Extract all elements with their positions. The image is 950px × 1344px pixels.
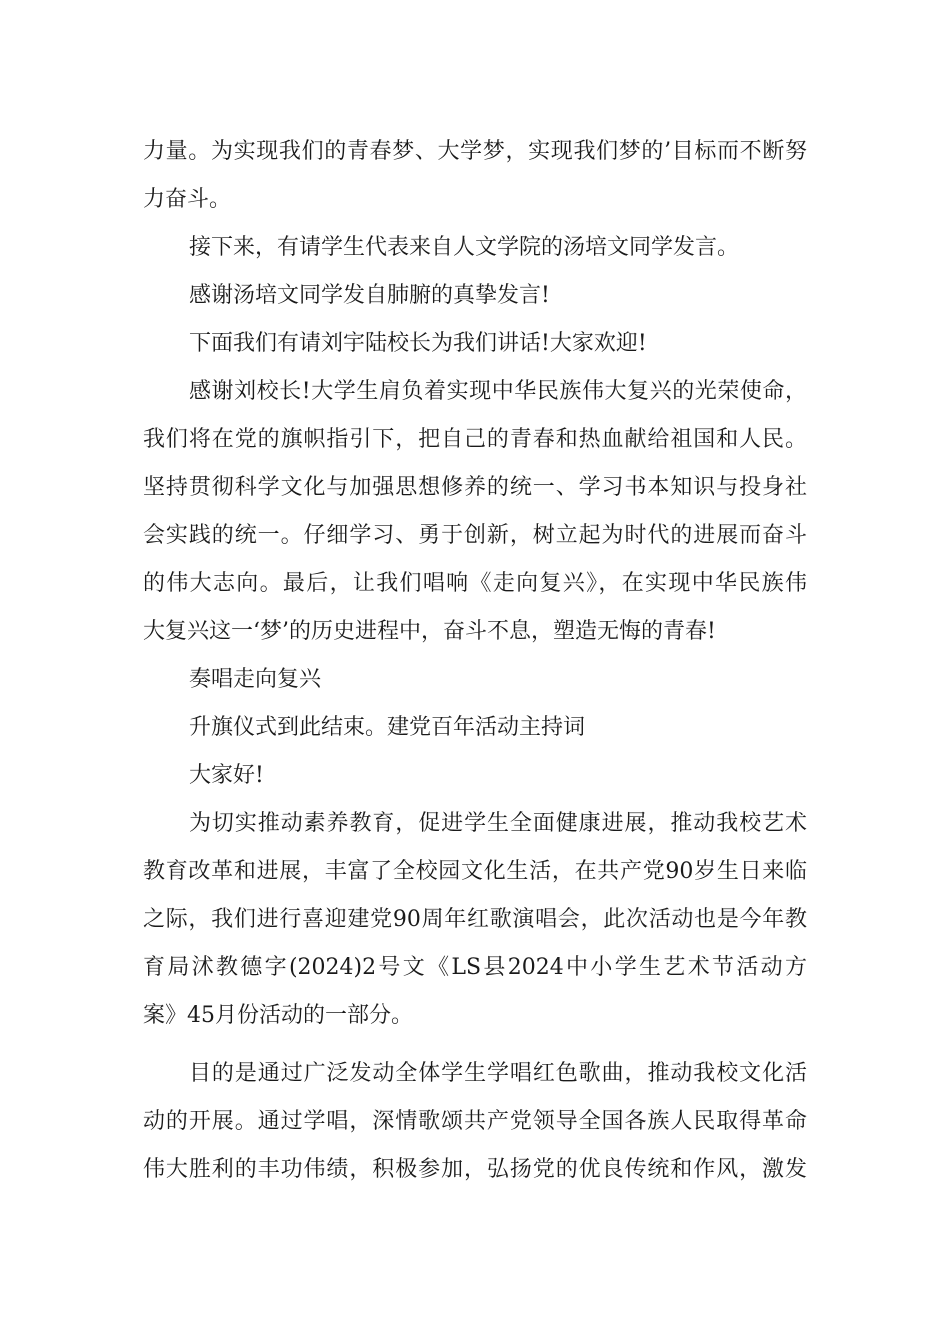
text-line: 感谢汤培文同学发自肺腑的真挚发言!: [189, 283, 550, 308]
text-line: 我们将在党的旗帜指引下，把自己的青春和热血献给祖国和人民。: [143, 427, 807, 452]
text-line: 坚持贯彻科学文化与加强思想修养的统一、学习书本知识与投身社: [143, 475, 807, 500]
text-line: 的伟大志向。最后，让我们唱响《走向复兴》，在实现中华民族伟: [143, 571, 807, 596]
text-line: 感谢刘校长!大学生肩负着实现中华民族伟大复兴的光荣使命，: [189, 379, 807, 404]
text-line: 伟大胜利的丰功伟绩，积极参加，弘扬党的优良传统和作风，激发: [143, 1157, 807, 1182]
text-line: 目的是通过广泛发动全体学生学唱红色歌曲，推动我校文化活: [189, 1061, 807, 1086]
text-line: 育局沭教德字(2024)2号文《LS县2024中小学生艺术节活动方: [143, 955, 807, 980]
text-line: 动的开展。通过学唱，深情歌颂共产党领导全国各族人民取得革命: [143, 1109, 807, 1134]
text-line: 为切实推动素养教育，促进学生全面健康进展，推动我校艺术: [189, 811, 807, 836]
text-line: 力量。为实现我们的青春梦、大学梦，实现我们梦的’目标而不断努: [143, 139, 807, 164]
text-line: 大家好!: [189, 763, 264, 788]
document-body: [143, 128, 807, 1194]
text-line: 案》45月份活动的一部分。: [143, 1003, 413, 1028]
text-line: 大复兴这一‘梦’的历史进程中，奋斗不息，塑造无悔的青春!: [143, 619, 716, 644]
text-line: 教育改革和进展，丰富了全校园文化生活，在共产党90岁生日来临: [143, 859, 807, 884]
text-line: 之际，我们进行喜迎建党90周年红歌演唱会，此次活动也是今年教: [143, 907, 807, 932]
text-line: 下面我们有请刘宇陆校长为我们讲话!大家欢迎!: [189, 331, 647, 356]
text-line: 力奋斗。: [143, 187, 232, 212]
text-line: 会实践的统一。仔细学习、勇于创新，树立起为时代的进展而奋斗: [143, 523, 807, 548]
text-line: 接下来，有请学生代表来自人文学院的汤培文同学发言。: [189, 235, 740, 260]
text-line: 奏唱走向复兴: [189, 667, 322, 692]
text-line: 升旗仪式到此结束。建党百年活动主持词: [189, 715, 586, 740]
